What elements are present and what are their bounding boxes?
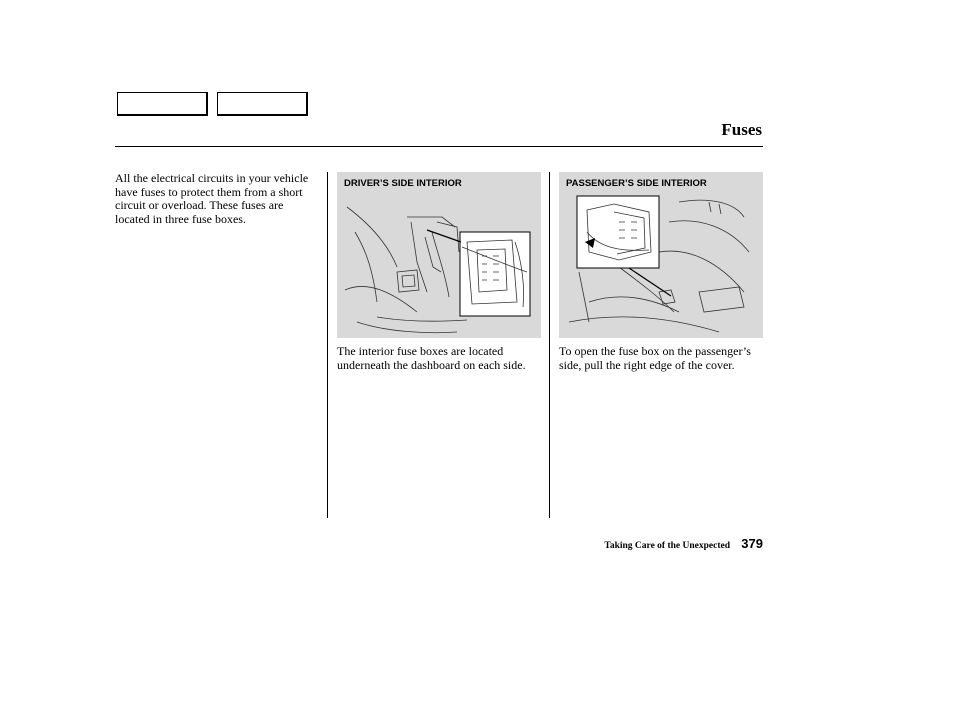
figure-label: PASSENGER’S SIDE INTERIOR (566, 178, 707, 189)
passenger-side-figure (559, 172, 763, 338)
driver-side-figure (337, 172, 541, 338)
figure-label: DRIVER’S SIDE INTERIOR (344, 178, 462, 189)
column-divider (327, 172, 328, 518)
header-rule (115, 146, 763, 147)
figure-caption: The interior fuse boxes are located underneath the dashboard on each side. (337, 344, 526, 372)
intro-paragraph: All the electrical circuits in your vehicle have fuses to protect them from a short circuit or overload. These fuses are located in three fuse boxes. (115, 171, 309, 226)
passenger-side-illustration (559, 172, 763, 338)
column-divider (549, 172, 550, 518)
page-title: Fuses (721, 120, 762, 139)
next-page-button[interactable] (217, 92, 308, 116)
previous-page-button[interactable] (117, 92, 208, 116)
figure-caption: To open the fuse box on the passenger’s side, pull the right edge of the cover. (559, 344, 751, 372)
page-number: 379 (741, 536, 763, 551)
footer-section-title: Taking Care of the Unexpected (604, 541, 730, 551)
driver-side-illustration (337, 172, 541, 338)
